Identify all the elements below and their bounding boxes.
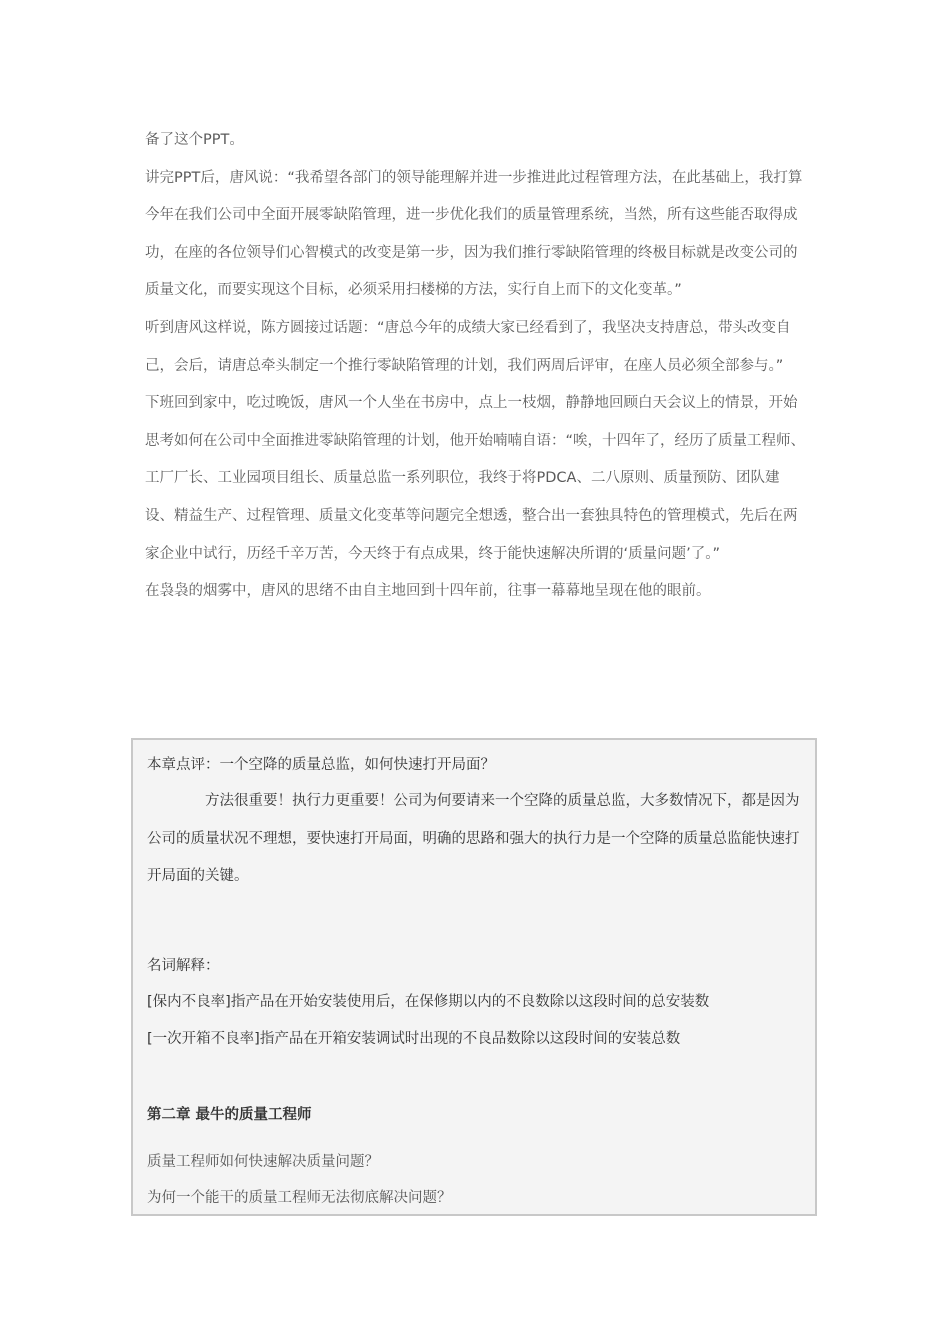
glossary-heading: 名词解释： xyxy=(147,958,220,974)
body-paragraph: 备了这个PPT。 xyxy=(145,132,244,148)
body-paragraph: 下班回到家中，吃过晚饭，唐风一个人坐在书房中，点上一枝烟，静静地回顾白天会议上的情景，开始思考如何在公司中全面推进零缺陷管理的计划，他开始喃喃自语：“唉，十四年了，经历了质量工程师、工厂厂长、工业园项目组长、质量总监一系列职位，我终于将PDCA、二八原则、质量预防、团队建设、精益生产、过程管理、质量文化变革等问题完全想透，整合出一套独具特色的管理模式，先后在两家企业中试行，历经千辛万苦，今天终于有点成果，终于能快速解决所谓的‘质量问题’了。” xyxy=(145,395,806,562)
glossary-item: [保内不良率]指产品在开始安装使用后，在保修期以内的不良数除以这段时间的总安装数 xyxy=(147,994,710,1010)
body-text xyxy=(145,122,807,611)
chapter-question: 为何一个能干的质量工程师无法彻底解决问题？ xyxy=(147,1190,452,1206)
chapter-title: 第二章 最牛的质量工程师 xyxy=(147,1107,312,1123)
chapter-question: 质量工程师如何快速解决质量问题？ xyxy=(147,1154,379,1170)
review-comment: 方法很重要！执行力更重要！公司为何要请来一个空降的质量总监，大多数情况下，都是因为公司的质量状况不理想，要快速打开局面，明确的思路和强大的执行力是一个空降的质量总监能快速打开局面的关键。 xyxy=(147,793,800,885)
body-paragraph: 讲完PPT后，唐风说：“我希望各部门的领导能理解并进一步推进此过程管理方法，在此基础上，我打算今年在我们公司中全面开展零缺陷管理，进一步优化我们的质量管理系统，当然，所有这些能否取得成功，在座的各位领导们心智模式的改变是第一步，因为我们推行零缺陷管理的终极目标就是改变公司的质量文化，而要实现这个目标，必须采用扫楼梯的方法，实行自上而下的文化变革。” xyxy=(145,169,803,299)
body-paragraph: 在袅袅的烟雾中，唐风的思绪不由自主地回到十四年前，往事一幕幕地呈现在他的眼前。 xyxy=(145,583,711,600)
glossary-item: [一次开箱不良率]指产品在开箱安装调试时出现的不良品数除以这段时间的安装总数 xyxy=(147,1031,681,1047)
body-paragraph: 听到唐风这样说，陈方圆接过话题：“唐总今年的成绩大家已经看到了，我坚决支持唐总，带头改变自己，会后，请唐总牵头制定一个推行零缺陷管理的计划，我们两周后评审，在座人员必须全部参与。” xyxy=(145,319,791,374)
chapter-review-box xyxy=(131,738,817,1216)
review-title: 本章点评：一个空降的质量总监，如何快速打开局面？ xyxy=(147,757,495,773)
